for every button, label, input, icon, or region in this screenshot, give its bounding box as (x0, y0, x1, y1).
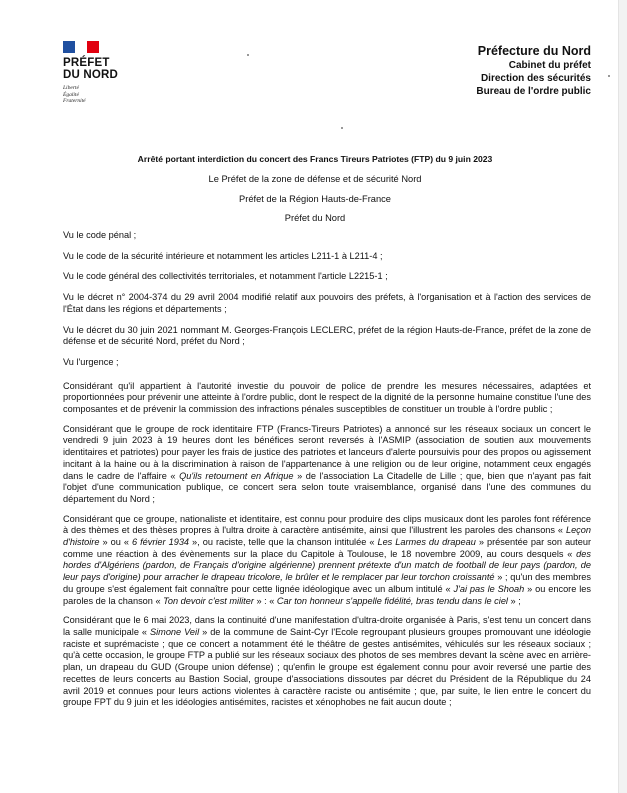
header-bureau: Bureau de l'ordre public (476, 86, 591, 97)
header-cabinet: Cabinet du préfet (508, 60, 591, 71)
c3-italic-3: Les Larmes du drapeau (377, 537, 476, 548)
c2-text-b: » de l'association La Citadelle de Lille ; que, bien que n'ayant pas fait l'objet d'une communication publique, ce concert sera selon toute vraisemblance, organisé dans l'une des communes du département du Nord ; (63, 470, 591, 504)
prefet-du-nord-logo (63, 41, 123, 105)
prefecture-title: Préfecture du Nord (477, 44, 591, 58)
c3-text-g: » : « (253, 595, 277, 606)
document-body (63, 230, 591, 717)
c4-text-b: » de la commune de Saint-Cyr l'Ecole regroupant plusieurs groupes promouvant une idéologie raciste et suprémaciste ; que ce concert a notamment été le théâtre de gestes antisémites, véhiculés sur les réseaux sociaux ; qu'à cette occasion, le groupe FTP a publié sur les réseaux sociaux des photos de ses membres devant la scène avec en arrière-plan, un drapeau du GUD (Groupe union défense) ; qu'enfin le groupe est également connu pour avoir reversé une partie des recettes de leurs concerts au Bastion Social, groupe d'associations dissoutes par décret du Président de la République du 24 avril 2019 et connues pour leurs actions violentes à caractère raciste ou antisémite ; que, par suite, le lien entre le concert du groupe FPT du 9 juin et les idéologies antisémites, racistes et xénophobes ne fait aucun doute ; (63, 626, 592, 708)
c3-text-f: » ou encore les paroles de la chanson « (63, 583, 591, 606)
c3-italic-1: Leçon d'histoire (63, 525, 591, 548)
header-right (476, 44, 591, 98)
c3-text-h: » ; (507, 595, 521, 606)
c3-text-a: Considérant que ce groupe, nationaliste et identitaire, est connu pour produire des clips musicaux dont les paroles font référence à des thèmes et des thèses propres à l'ultra droite à caractère antisémite, ainsi que l'illustrent les paroles des chansons « (63, 513, 591, 536)
c2-text-a: Considérant que le groupe de rock identitaire FTP (Francs-Tireurs Patriotes) a annoncé sur les réseaux sociaux un concert le vendredi 9 juin 2023 à 19 heures dont les bénéfices seront reversés à l'ASMIP (association de soutien aux mouvements identitaires et patriotes) pour payer les frais de justice des patriotes et lanceurs d'alerte poursuivis pour des propos ou agissement incitant à la haine ou à la discrimination à raison de l'appartenance à une religion ou de leur origine, notamment ceux engagés dans le cadre de l'affaire « (63, 423, 591, 481)
authority-line-3: Préfet du Nord (284, 213, 346, 223)
vu-decret-2004: Vu le décret n° 2004-374 du 29 avril 2004 modifié relatif aux pouvoirs des préfets, à l'organisation et à l'action des services de l'État dans les régions et départements ; (63, 292, 591, 314)
vu-code-collectivites: Vu le code général des collectivités territoriales, et notamment l'article L2215-1 ; (63, 271, 388, 282)
authority-line-2: Préfet de la Région Hauts-de-France (239, 194, 391, 204)
c4-text-a: Considérant que le 6 mai 2023, dans la continuité d'une manifestation d'ultra-droite organisée à Paris, s'est tenu un concert dans la salle municipale « (63, 615, 591, 637)
c3-italic-4: des hordes d'Algériens (pardon, de Français d'origine algérienne) prennent prétexte d'un match de football de leur pays (pardon, de leur pays d'origine) pour arracher le drapeau tricolore, le brûler et le remplacer par leur torchon croissanté (63, 548, 591, 583)
c3-italic-5: J'ai pas le Shoah (453, 583, 525, 594)
header-direction: Direction des sécurités (480, 73, 591, 84)
arrete-title: Arrêté portant interdiction du concert des Francs Tireurs Patriotes (FTP) du 9 juin 2023 (137, 154, 493, 164)
considerant-3 (63, 514, 591, 608)
motto-liberte: Liberté (63, 85, 79, 91)
page-edge (618, 0, 627, 793)
c4-italic-1: Simone Veil (150, 626, 200, 637)
c3-text-c: », ou raciste, telle que la chanson intitulée « (189, 537, 378, 548)
c3-text-d: » présentée par son auteur comme une réaction à des évènements sur la place du Capitole à Toulouse, le 18 novembre 2009, au cours desquels « (63, 537, 592, 559)
vu-decret-2021: Vu le décret du 30 juin 2021 nommant M. Georges-François LECLERC, préfet de la région Hauts-de-France, préfet de la zone de défense et de sécurité Nord, préfet du Nord ; (63, 324, 591, 347)
logo-motto (63, 85, 123, 105)
scan-speck (608, 75, 610, 77)
c3-italic-6: Ton devoir c'est militer (163, 595, 254, 606)
considerant-4 (63, 615, 591, 709)
vu-code-penal: Vu le code pénal ; (63, 230, 137, 240)
c3-italic-7: Car ton honneur s'appelle fidélité, bras tendu dans le ciel (276, 595, 508, 606)
considerant-1: Considérant qu'il appartient à l'autorité investie du pouvoir de police de prendre les mesures nécessaires, adaptées et proportionnées pour prévenir une atteinte à l'ordre public, dont le respect de la dignité de la personne humaine constitue l'une des composantes et de prévenir la commission des infractions pénales susceptibles de constituer un trouble à l'ordre public ; (63, 380, 591, 415)
motto-egalite: Égalité (63, 91, 79, 98)
marianne-flag-icon (63, 41, 99, 53)
scan-speck (247, 54, 249, 56)
c3-text-b: » ou « (99, 537, 132, 548)
authority-line-1: Le Préfet de la zone de défense et de sécurité Nord (208, 174, 422, 184)
logo-line-2: DU NORD (63, 69, 119, 81)
vu-urgence: Vu l'urgence ; (63, 356, 119, 367)
c2-italic-1: Qu'ils retournent en Afrique (179, 470, 294, 481)
c3-italic-2: 6 février 1934 (131, 537, 190, 548)
motto-fraternite: Fraternité (63, 98, 86, 105)
c3-text-e: » ; qu'un des membres du groupe s'est également fait connaître pour cette lignée idéologique avec un album intitulé « (63, 572, 591, 594)
considerant-2 (63, 424, 591, 506)
scan-speck (341, 127, 343, 129)
logo-line-1: PRÉFET (63, 57, 110, 69)
vu-code-securite: Vu le code de la sécurité intérieure et notamment les articles L211-1 à L211-4 ; (63, 250, 383, 261)
